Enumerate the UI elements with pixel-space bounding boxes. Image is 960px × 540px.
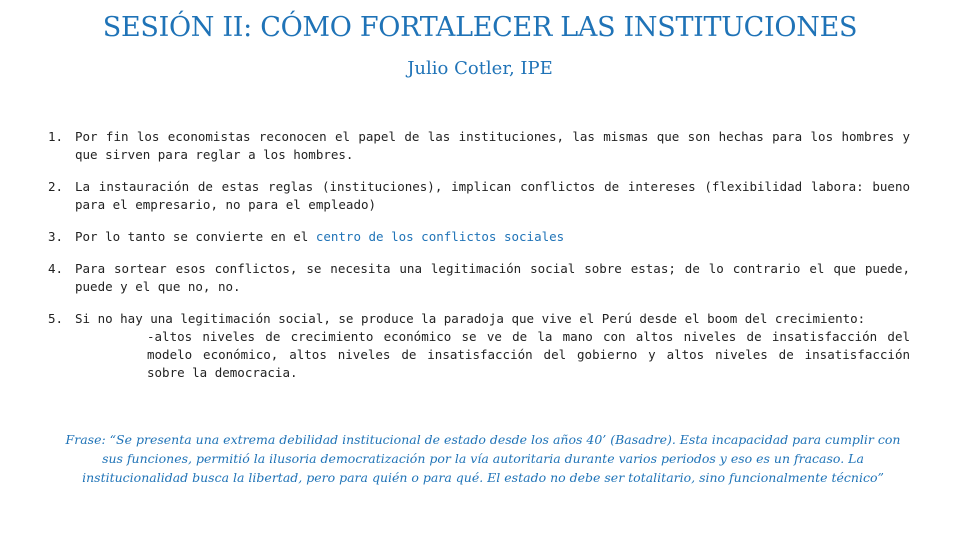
list-number: 3. — [48, 229, 64, 244]
numbered-list — [48, 128, 910, 396]
list-item-subtext: -altos niveles de crecimiento económico se ve de la mano con altos niveles de insatisfacción del modelo económico, altos niveles de insatisfacción del gobierno y altos niveles de insatisfacción sobre la democracia. — [147, 329, 910, 380]
list-item-text: La instauración de estas reglas (instituciones), implican conflictos de intereses (flexibilidad labora: bueno para el empresario, no para el empleado) — [75, 179, 910, 212]
list-item-text: Por fin los economistas reconocen el papel de las instituciones, las mismas que son hechas para los hombres y que sirven para reglar a los hombres. — [75, 129, 910, 162]
list-item-text: Si no hay una legitimación social, se produce la paradoja que vive el Perú desde el boom del crecimiento: — [75, 311, 866, 326]
list-item-text: Por lo tanto se convierte en el — [75, 229, 316, 244]
quote-paragraph: Frase: “Se presenta una extrema debilidad institucional de estado desde los años 40’ (Basadre). Esta incapacidad para cumplir con sus funciones, permitió la ilusoria democratización por la vía autoritaria durante varios periodos y eso es un fracaso. La institucionalidad busca la libertad, pero para quién o para qué. El estado no debe ser totalitario, sino funcionalmente técnico” — [65, 432, 901, 485]
list-item-5 — [48, 310, 910, 382]
list-item-2 — [48, 178, 910, 214]
list-item-1 — [48, 128, 910, 164]
slide-title: SESIÓN II: CÓMO FORTALECER LAS INSTITUCIONES — [102, 12, 858, 43]
list-item-text: Para sortear esos conflictos, se necesita una legitimación social sobre estas; de lo contrario el que puede, puede y el que no, no. — [75, 261, 910, 294]
list-number: 2. — [48, 179, 64, 194]
list-number: 4. — [48, 261, 64, 276]
list-number: 5. — [48, 311, 64, 326]
list-number: 1. — [48, 129, 64, 144]
slide-subtitle: Julio Cotler, IPE — [407, 58, 553, 79]
list-item-3 — [48, 228, 910, 246]
list-item-4 — [48, 260, 910, 296]
highlighted-phrase: centro de los conflictos sociales — [315, 229, 565, 244]
